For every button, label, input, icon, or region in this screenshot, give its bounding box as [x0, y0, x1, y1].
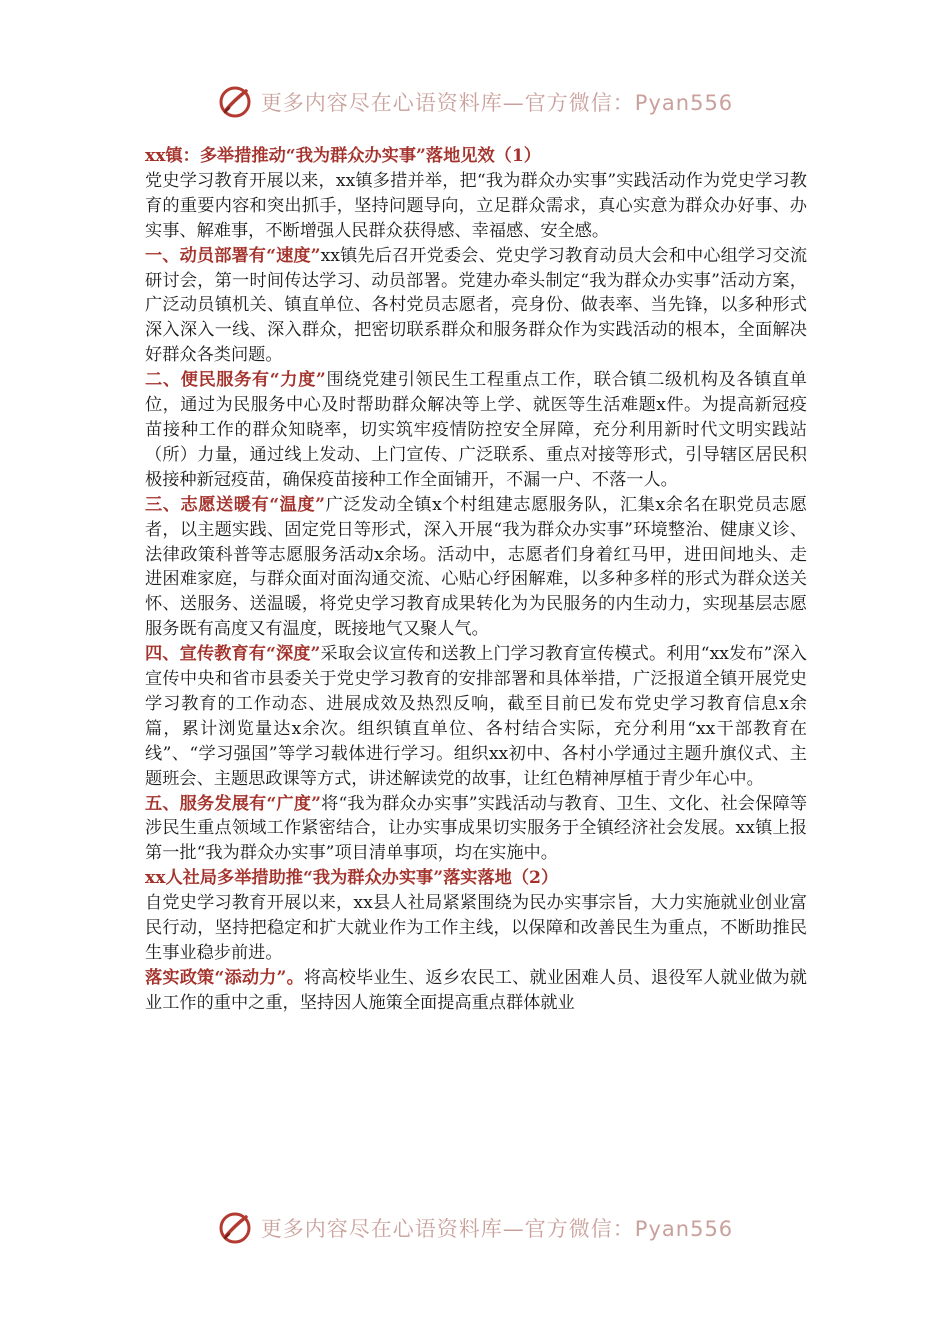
section-1-heading: 一、动员部署有“速度”: [145, 245, 321, 266]
banner-text: 更多内容尽在心语资料库—官方微信：Pyan556: [260, 91, 734, 115]
section-6-text: 将高校毕业生、返乡农民工、就业困难人员、退役军人就业做为就业工作的重中之重，坚持因人施策全面提高重点群体就业: [145, 967, 807, 1013]
section-5-text: 将“我为群众办实事”实践活动与教育、卫生、文化、社会保障等涉民生重点领域工作紧密结合，让办实事成果切实服务于全镇经济社会发展。xx镇上报第一批“我为群众办实事”项目清单事项，均在实施中。: [145, 793, 808, 864]
section-1: [145, 244, 807, 369]
section-4: [145, 642, 807, 791]
section-1-text: xx镇先后召开党委会、党史学习教育动员大会和中心组学习交流研讨会，第一时间传达学习、动员部署。党建办牵头制定“我为群众办实事”活动方案，广泛动员镇机关、镇直单位、各村党员志愿者，亮身份、做表率、当先锋，以多种形式深入深入一线、深入群众，把密切联系群众和服务群众作为实践活动的根本，全面解决好群众各类问题。: [145, 245, 808, 366]
section-3: [145, 493, 807, 642]
section-3-text: 广泛发动全镇x个村组建志愿服务队，汇集x余名在职党员志愿者，以主题实践、固定党日等形式，深入开展“我为群众办实事”环境整治、健康义诊、法律政策科普等志愿服务活动x余场。活动中，志愿者们身着红马甲，进田间地头、走进困难家庭，与群众面对面沟通交流、心贴心纾困解难，以多种多样的形式为群众送关怀、送服务、送温暖，将党史学习教育成果转化为为民服务的内生动力，实现基层志愿服务既有高度又有温度，既接地气又聚人气。: [145, 494, 807, 640]
brush-logo-icon: [217, 84, 253, 120]
article-body: [145, 144, 807, 1016]
section-6-heading: 落实政策“添动力”。: [145, 967, 304, 988]
brush-logo-icon: [217, 1210, 253, 1246]
section-4-heading: 四、宣传教育有“深度”: [145, 644, 321, 665]
footer-banner: [0, 1208, 950, 1248]
header-banner: [0, 82, 950, 122]
article-title-1: xx镇：多举措推动“我为群众办实事”落地见效（1）: [145, 146, 541, 166]
banner-text: 更多内容尽在心语资料库—官方微信：Pyan556: [260, 1217, 734, 1241]
section-2-heading: 二、便民服务有“力度”: [145, 370, 326, 391]
section-4-text: 采取会议宣传和送教上门学习教育宣传模式。利用“xx发布”深入宣传中央和省市县委关于党史学习教育的安排部署和具体举措，广泛报道全镇开展党史学习教育的工作动态、进展成效及热烈反响，截至目前已发布党史学习教育信息x余篇，累计浏览量达x余次。组织镇直单位、各村结合实际，充分利用“xx干部教育在线”、“学习强国”等学习载体进行学习。组织xx初中、各村小学通过主题升旗仪式、主题班会、主题思政课等方式，讲述解读党的故事，让红色精神厚植于青少年心中。: [145, 644, 807, 789]
section-5: [145, 792, 807, 867]
intro-paragraph-1: 党史学习教育开展以来，xx镇多措并举，把“我为群众办实事”实践活动作为党史学习教育的重要内容和突出抓手，坚持问题导向，立足群众需求，真心实意为群众办好事、办实事、解难事，不断增强人民群众获得感、幸福感、安全感。: [145, 170, 807, 241]
section-6: [145, 966, 807, 1016]
section-2-text: 围绕党建引领民生工程重点工作，联合镇二级机构及各镇直单位，通过为民服务中心及时帮助群众解决等上学、就医等生活难题x件。为提高新冠疫苗接种工作的群众知晓率，切实筑牢疫情防控安全屏障，充分利用新时代文明实践站（所）力量，通过线上发动、上门宣传、广泛联系、重点对接等形式，引导辖区居民积极接种新冠疫苗，确保疫苗接种工作全面铺开，不漏一户、不落一人。: [145, 370, 807, 490]
section-2: [145, 368, 807, 493]
article-title-2: xx人社局多举措助推“我为群众办实事”落实落地（2）: [145, 868, 559, 889]
section-3-heading: 三、志愿送暖有“温度”: [145, 494, 326, 515]
section-5-heading: 五、服务发展有“广度”: [145, 793, 321, 814]
intro-paragraph-2: 自党史学习教育开展以来，xx县人社局紧紧围绕为民办实事宗旨，大力实施就业创业富民行动，坚持把稳定和扩大就业作为工作主线，以保障和改善民生为重点，不断助推民生事业稳步前进。: [145, 893, 807, 963]
